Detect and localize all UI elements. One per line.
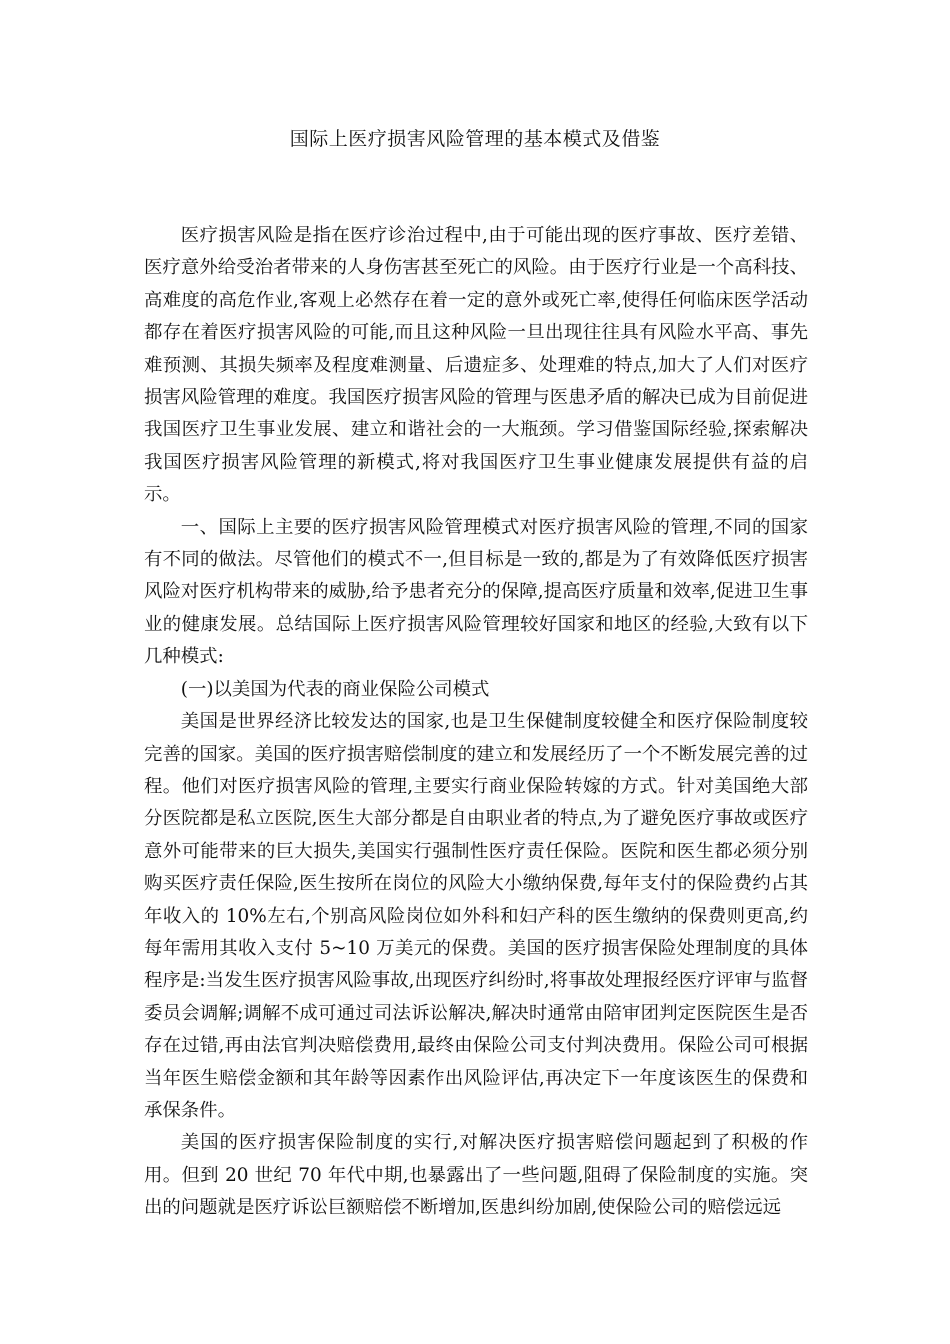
paragraph: 美国是世界经济比较发达的国家,也是卫生保健制度较健全和医疗保险制度较完善的国家。美国的医疗损害赔偿制度的建立和发展经历了一个不断发展完善的过程。他们对医疗损害风险的管理,主要实行商业保险转嫁的方式。针对美国绝大部分医院都是私立医院,医生大部分都是自由职业者的特点,为了避免医疗事故或医疗意外可能带来的巨大损失,美国实行强制性医疗责任保险。医院和医生都必须分别购买医疗责任保险,医生按所在岗位的风险大小缴纳保费,每年支付的保险费约占其年收入的 10%左右,个别高风险岗位如外科和妇产科的医生缴纳的保费则更高,约每年需用其收入支付 5~10 万美元的保费。美国的医疗损害保险处理制度的具体程序是:当发生医疗损害风险事故,出现医疗纠纷时,将事故处理报经医疗评审与监督委员会调解;调解不成可通过司法诉讼解决,解决时通常由陪审团判定医院医生是否存在过错,再由法官判决赔偿费用,最终由保险公司支付判决费用。保险公司可根据当年医生赔偿金额和其年龄等因素作出风险评估,再决定下一年度该医生的保费和承保条件。 (144, 711, 808, 1121)
paragraph: 一、国际上主要的医疗损害风险管理模式对医疗损害风险的管理,不同的国家有不同的做法。尽管他们的模式不一,但目标是一致的,都是为了有效降低医疗损害风险对医疗机构带来的威胁,给予患者充分的保障,提高医疗质量和效率,促进卫生事业的健康发展。总结国际上医疗损害风险管理较好国家和地区的经验,大致有以下几种模式: (144, 516, 808, 668)
paragraph: 美国的医疗损害保险制度的实行,对解决医疗损害赔偿问题起到了积极的作用。但到 20 世纪 70 年代中期,也暴露出了一些问题,阻碍了保险制度的实施。突出的问题就是医疗诉讼巨额赔偿不断增加,医患纠纷加剧,使保险公司的赔偿远远 (144, 1132, 808, 1219)
document-title: 国际上医疗损害风险管理的基本模式及借鉴 (289, 128, 661, 150)
section-heading: (一)以美国为代表的商业保险公司模式 (180, 678, 490, 700)
document-body (144, 220, 808, 1225)
paragraph: 医疗损害风险是指在医疗诊治过程中,由于可能出现的医疗事故、医疗差错、医疗意外给受治者带来的人身伤害甚至死亡的风险。由于医疗行业是一个高科技、高难度的高危作业,客观上必然存在着一定的意外或死亡率,使得任何临床医学活动都存在着医疗损害风险的可能,而且这种风险一旦出现往往具有风险水平高、事先难预测、其损失频率及程度难测量、后遗症多、处理难的特点,加大了人们对医疗损害风险管理的难度。我国医疗损害风险的管理与医患矛盾的解决已成为目前促进我国医疗卫生事业发展、建立和谐社会的一大瓶颈。学习借鉴国际经验,探索解决我国医疗损害风险管理的新模式,将对我国医疗卫生事业健康发展提供有益的启示。 (144, 225, 808, 506)
